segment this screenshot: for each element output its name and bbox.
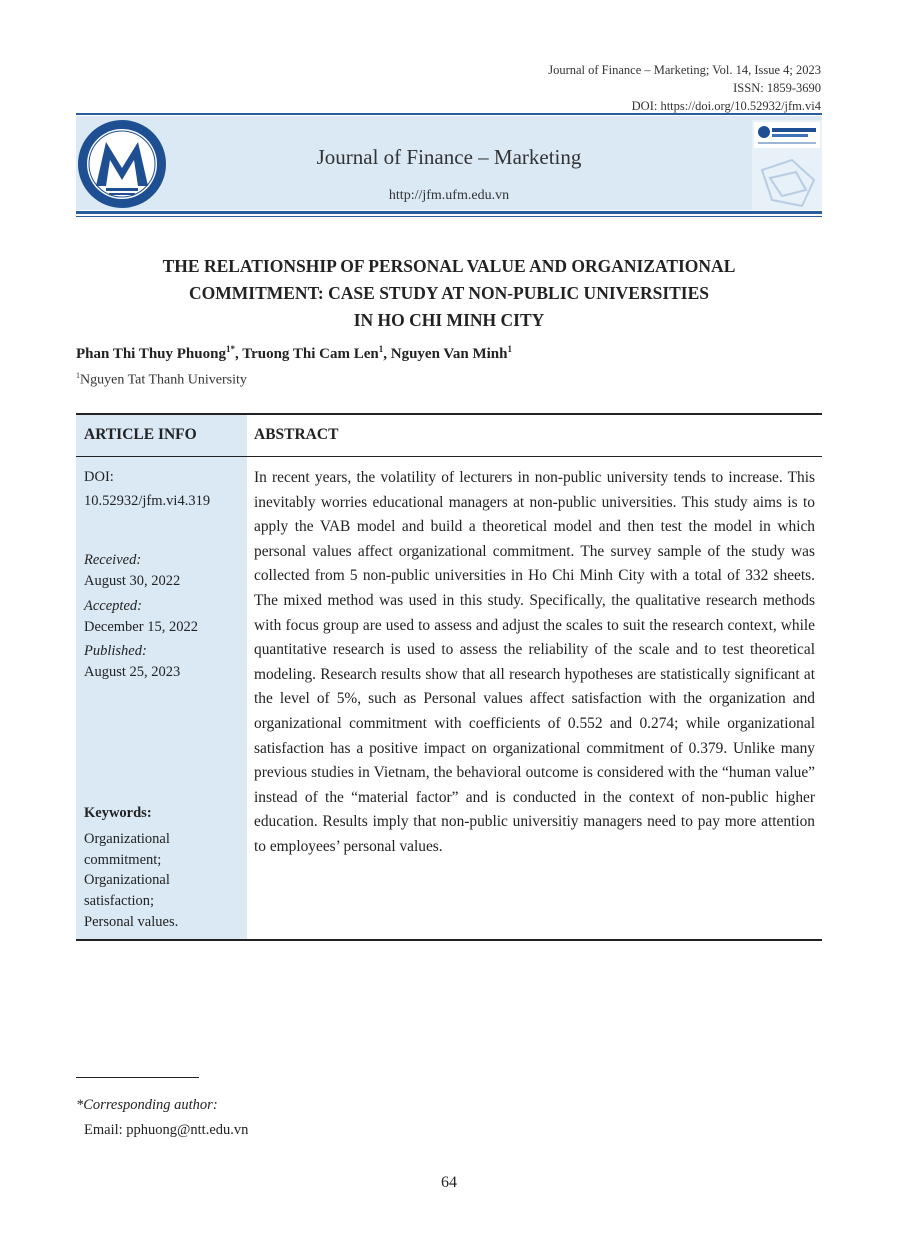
banner-bottom-thin-rule: [76, 216, 822, 217]
published-label: Published:: [84, 643, 147, 659]
issn-line: ISSN: 1859-3690: [733, 81, 821, 95]
doi-line[interactable]: DOI: https://doi.org/10.52932/jfm.vi4: [631, 99, 821, 113]
author-name: Nguyen Van Minh: [390, 346, 508, 362]
keywords-label: Keywords:: [84, 805, 152, 821]
corresponding-author-label: *Corresponding author:: [76, 1097, 218, 1113]
author-sup: 1: [507, 344, 512, 354]
affiliation: [76, 371, 247, 389]
published-date: August 25, 2023: [84, 664, 181, 680]
title-line: IN HO CHI MINH CITY: [353, 310, 545, 330]
banner-bottom-rule: [76, 211, 822, 214]
corresponding-email[interactable]: Email: pphuong@ntt.edu.vn: [84, 1122, 249, 1138]
doi-label: DOI:: [84, 469, 114, 485]
accepted-date: December 15, 2022: [84, 619, 198, 635]
keyword-line: Personal values.: [84, 913, 179, 930]
citation-line: Journal of Finance – Marketing; Vol. 14, Issue 4; 2023: [548, 63, 821, 77]
citation-block: [548, 61, 821, 115]
table-bottom-rule: [76, 939, 822, 941]
article-title: [76, 253, 822, 334]
keywords-list: [84, 829, 178, 933]
author-list: Phan Thi Thuy Phuong$^{1*}$, Truong Thi Cam Len$^1$, Nguyen Van Minh$^1$: [76, 344, 512, 362]
keyword-line: Organizational: [84, 872, 170, 889]
author-sup: 1: [378, 344, 384, 354]
affiliation-name: Nguyen Tat Thanh University: [80, 372, 247, 388]
abstract-header: ABSTRACT: [254, 426, 339, 443]
keyword-line: commitment;: [84, 851, 162, 868]
doi-value[interactable]: 10.52932/jfm.vi4.319: [84, 493, 211, 509]
title-line: COMMITMENT: CASE STUDY AT NON-PUBLIC UNIVERSITIES: [188, 283, 710, 303]
keyword-line: Organizational: [84, 831, 170, 847]
table-top-rule: [76, 413, 822, 415]
keyword-line: satisfaction;: [84, 893, 155, 910]
author-name: Phan Thi Thuy Phuong: [76, 346, 226, 362]
title-line: THE RELATIONSHIP OF PERSONAL VALUE AND ORGANIZATIONAL: [162, 256, 736, 276]
received-label: Received:: [84, 552, 142, 568]
footnote-rule: [76, 1077, 199, 1078]
journal-name: Journal of Finance – Marketing: [316, 145, 582, 169]
author-name: Truong Thi Cam Len: [242, 346, 379, 362]
affiliation-sup: 1: [76, 371, 80, 380]
received-date: August 30, 2022: [84, 573, 181, 589]
article-info-header: ARTICLE INFO: [84, 426, 197, 443]
journal-url[interactable]: http://jfm.ufm.edu.vn: [388, 188, 510, 203]
accepted-label: Accepted:: [84, 598, 142, 614]
table-header-rule: [76, 456, 822, 457]
page-number: 64: [441, 1174, 457, 1191]
banner-top-rule: [76, 113, 822, 115]
abstract-text: In recent years, the volatility of lecturers in non-public university tends to increase. This inevitably worries educational managers at non-public universities. This study aims is to apply the VAB model and build a theoretical model and then test the model in which personal values affect organizational commitment. The survey sample of the study was collected from 5 non-public universities in Ho Chi Minh City with a total of 332 sheets. The mixed method was used in this study. Specifically, the qualitative research methods with focus group are used to assess and adjust the scales to suit the research context, while quantitative research is used to assess the reliability of the scale and to test theoretical modeling. Research results show that all research hypotheses are statistically significant at the level of 5%, such as Personal values affect satisfaction with the organization and organizational commitment with coefficients of 0.552 and 0.274; while organizational satisfaction has a positive impact on organizational commitment of 0.379. Unlike many previous studies in Vietnam, the behavioral outcome is considered with the “human value” instead of the “material factor” and is conducted in the context of non-public higher education. Results imply that non-public universitiy managers need to pay more attention to employees’ personal values.: [254, 469, 815, 855]
author-sup: 1*: [225, 344, 235, 354]
